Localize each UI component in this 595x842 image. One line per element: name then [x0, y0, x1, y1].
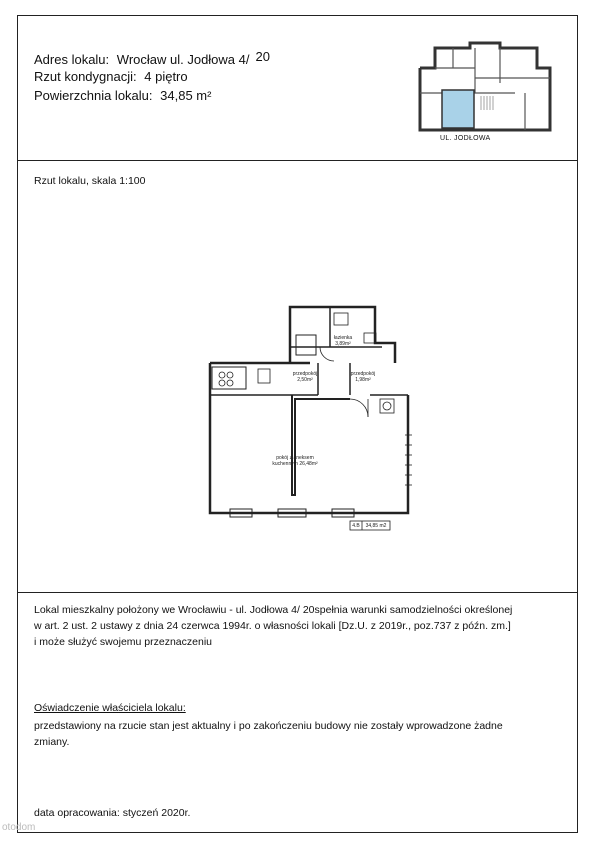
total-box-code: 4.B	[352, 523, 360, 529]
room-name: przedpokój	[350, 371, 376, 377]
address-value: Wrocław ul. Jodłowa 4/	[116, 52, 250, 67]
watermark: otodom	[2, 822, 36, 833]
room-area: 26,48m²	[299, 461, 318, 467]
owner-heading: Oświadczenie właściciela lokalu:	[34, 702, 186, 714]
keyplan-street-label: UL. JODŁOWA	[440, 135, 491, 142]
area-value: 34,85 m²	[160, 88, 212, 103]
legal-paragraph	[34, 602, 512, 650]
room-name-2: kuchennym	[272, 461, 298, 467]
legal-line-2: w art. 2 ust. 2 ustawy z dnia 24 czerwca 1994r. o własności lokali [Dz.U. z 2019r., poz.737 z późn. zm.]	[34, 620, 511, 632]
legal-line-1: Lokal mieszkalny położony we Wrocławiu - ul. Jodłowa 4/ 20spełnia warunki samodzielności określonej	[34, 604, 513, 616]
owner-line-2: zmiany.	[34, 736, 70, 748]
room-label-hallway-1	[280, 371, 330, 383]
floor-label: Rzut kondygnacji:	[34, 69, 137, 84]
room-area: 2,50m²	[297, 377, 313, 383]
room-name: pokój z aneksem	[276, 455, 314, 461]
room-label-hallway-2	[338, 371, 388, 383]
address-label: Adres lokalu:	[34, 52, 110, 67]
unit-number: 20	[255, 49, 270, 64]
floor-line	[34, 67, 188, 86]
divider-top	[17, 160, 578, 161]
floor-plan	[200, 295, 420, 545]
plan-caption: Rzut lokalu, skala 1:100	[34, 175, 146, 187]
owner-text	[34, 718, 503, 750]
room-label-living	[255, 455, 335, 467]
area-line	[34, 86, 211, 105]
room-label-bathroom	[318, 335, 368, 347]
owner-line-1: przedstawiony na rzucie stan jest aktualny i po zakończeniu budowy nie zostały wprowadzone żadne	[34, 720, 503, 732]
area-label: Powierzchnia lokalu:	[34, 88, 153, 103]
floor-value: 4 piętro	[144, 69, 188, 84]
legal-line-3: i może służyć swojemu przeznaczeniu	[34, 636, 212, 648]
divider-bottom	[17, 592, 578, 593]
room-area: 1,98m²	[355, 377, 371, 383]
date-line: data opracowania: styczeń 2020r.	[34, 807, 191, 819]
room-area: 3,89m²	[335, 341, 351, 347]
key-plan	[415, 38, 555, 134]
room-name: przedpokój	[292, 371, 318, 377]
total-box-area: 34,85 m2	[365, 523, 387, 529]
highlighted-unit	[442, 90, 474, 128]
room-name: łazienka	[333, 335, 353, 341]
